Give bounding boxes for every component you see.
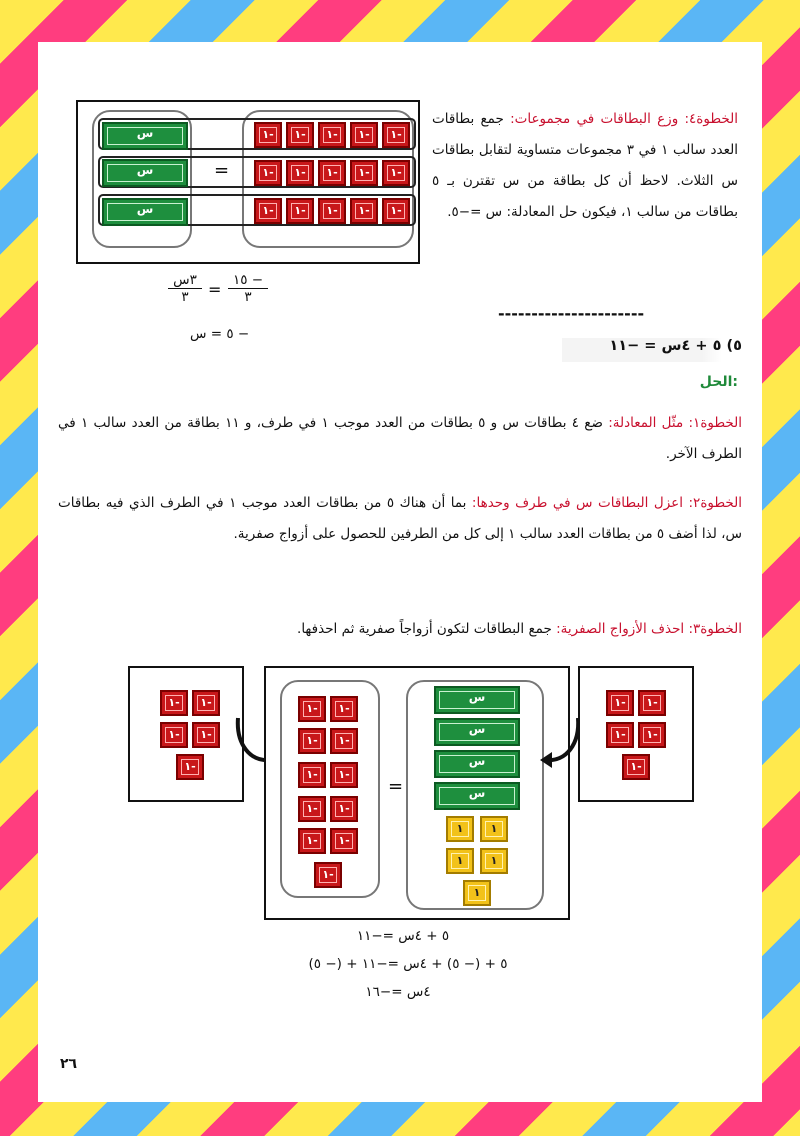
neg-one-tile: ١- (318, 160, 346, 186)
pos-one-tile: ١ (480, 816, 508, 842)
neg-one-tile: ١- (192, 722, 220, 748)
neg-one-tile: ١- (286, 122, 314, 148)
equation-line-1: ٥ + ٤س =−١١ (356, 928, 450, 944)
neg-one-tile: ١- (330, 728, 358, 754)
neg-one-tile: ١- (330, 696, 358, 722)
neg-one-tile: ١- (330, 762, 358, 788)
x-tile: س (434, 718, 520, 746)
problem-equation: ٥ + ٤س = −١١ (609, 338, 722, 354)
step1-body: ضع ٤ بطاقات س و ٥ بطاقات من العدد موجب ١ في طرف، و ١١ بطاقة من العدد سالب ١ في الطرف الآخر. (58, 415, 742, 462)
x-tile: س (102, 198, 188, 226)
step2-title: الخطوة٢: اعزل البطاقات س في طرف وحدها: (471, 495, 743, 511)
neg-one-tile: ١- (350, 160, 378, 186)
step4-paragraph (432, 104, 738, 228)
equals-sign: = (214, 160, 230, 181)
equation-line-3: ٤س =−١٦ (365, 984, 431, 1000)
neg-one-tile: ١- (298, 728, 326, 754)
step2-paragraph (58, 488, 742, 550)
neg-one-tile: ١- (254, 160, 282, 186)
fraction-result: − ٥ = س (190, 326, 250, 342)
neg-one-tile: ١- (622, 754, 650, 780)
step1-title: الخطوة١: مثّل المعادلة: (608, 415, 743, 431)
neg-one-tile: ١- (314, 862, 342, 888)
neg-one-tile: ١- (298, 696, 326, 722)
neg-one-tile: ١- (298, 796, 326, 822)
step3-paragraph (58, 614, 742, 645)
step3-body: جمع البطاقات لتكون أزواجاً صفرية ثم احذفها. (297, 621, 557, 637)
lhs-denominator: ٣ (181, 289, 189, 305)
fraction-equation (168, 272, 308, 322)
pos-one-tile: ١ (480, 848, 508, 874)
pos-one-tile: ١ (463, 880, 491, 906)
x-tile: س (434, 686, 520, 714)
neg-one-tile: ١- (176, 754, 204, 780)
neg-one-tile: ١- (382, 122, 410, 148)
neg-one-tile: ١- (298, 762, 326, 788)
neg-one-tile: ١- (160, 690, 188, 716)
neg-one-tile: ١- (286, 198, 314, 224)
equals-sign: = (388, 776, 404, 797)
neg-one-tile: ١- (606, 690, 634, 716)
problem-5 (562, 338, 742, 362)
rhs-denominator: ٣ (244, 289, 252, 305)
step4-title: الخطوة٤: وزع البطاقات في مجموعات: (510, 111, 738, 127)
equation-line-2: ٥ + (− ٥) + ٤س =−١١ + (− ٥) (308, 956, 508, 972)
neg-one-tile: ١- (286, 160, 314, 186)
page-number: ٢٦ (60, 1056, 78, 1072)
step1-paragraph (58, 408, 742, 470)
step4-body: جمع بطاقات العدد سالب ١ في ٣ مجموعات متساوية لتقابل بطاقات س الثلاث. لاحظ أن كل بطاقة من س تقترن بـ ٥ بطاقات من سالب ١، فيكون حل المعادلة: س =−٥. (432, 111, 739, 220)
dashed-divider: ---------------------- (498, 304, 645, 323)
neg-one-tile: ١- (330, 796, 358, 822)
solution-label: الحل: (699, 374, 738, 390)
neg-one-tile: ١- (254, 122, 282, 148)
x-tile: س (102, 159, 188, 187)
neg-one-tile: ١- (382, 198, 410, 224)
x-tile: س (434, 750, 520, 778)
pos-one-tile: ١ (446, 848, 474, 874)
neg-one-tile: ١- (350, 198, 378, 224)
page (38, 42, 762, 1102)
neg-one-tile: ١- (638, 690, 666, 716)
step2-body: بما أن هناك ٥ من بطاقات العدد موجب ١ في الطرف الذي فيه بطاقات س، لذا أضف ٥ من بطاقات العدد سالب ١ إلى كل من الطرفين للحصول على أزواج صفرية. (58, 495, 742, 542)
step3-title: الخطوة٣: احذف الأزواج الصفرية: (556, 621, 742, 637)
main-equation-box (264, 666, 570, 920)
grouping-figure (76, 100, 420, 264)
neg-one-tile: ١- (318, 122, 346, 148)
pos-one-tile: ١ (446, 816, 474, 842)
neg-one-tile: ١- (160, 722, 188, 748)
fraction-equals: = (208, 280, 222, 299)
neg-one-tile: ١- (330, 828, 358, 854)
neg-one-tile: ١- (298, 828, 326, 854)
x-tile: س (102, 122, 188, 150)
problem-number: ٥) (726, 338, 742, 354)
added-neg-box-right (578, 666, 694, 802)
lhs-numerator: ٣س (168, 272, 202, 289)
neg-one-tile: ١- (606, 722, 634, 748)
neg-one-tile: ١- (318, 198, 346, 224)
neg-one-tile: ١- (254, 198, 282, 224)
added-neg-box-left (128, 666, 244, 802)
neg-one-tile: ١- (382, 160, 410, 186)
neg-one-tile: ١- (350, 122, 378, 148)
neg-one-tile: ١- (638, 722, 666, 748)
rhs-numerator: − ١٥ (228, 272, 268, 289)
neg-one-tile: ١- (192, 690, 220, 716)
x-tile: س (434, 782, 520, 810)
